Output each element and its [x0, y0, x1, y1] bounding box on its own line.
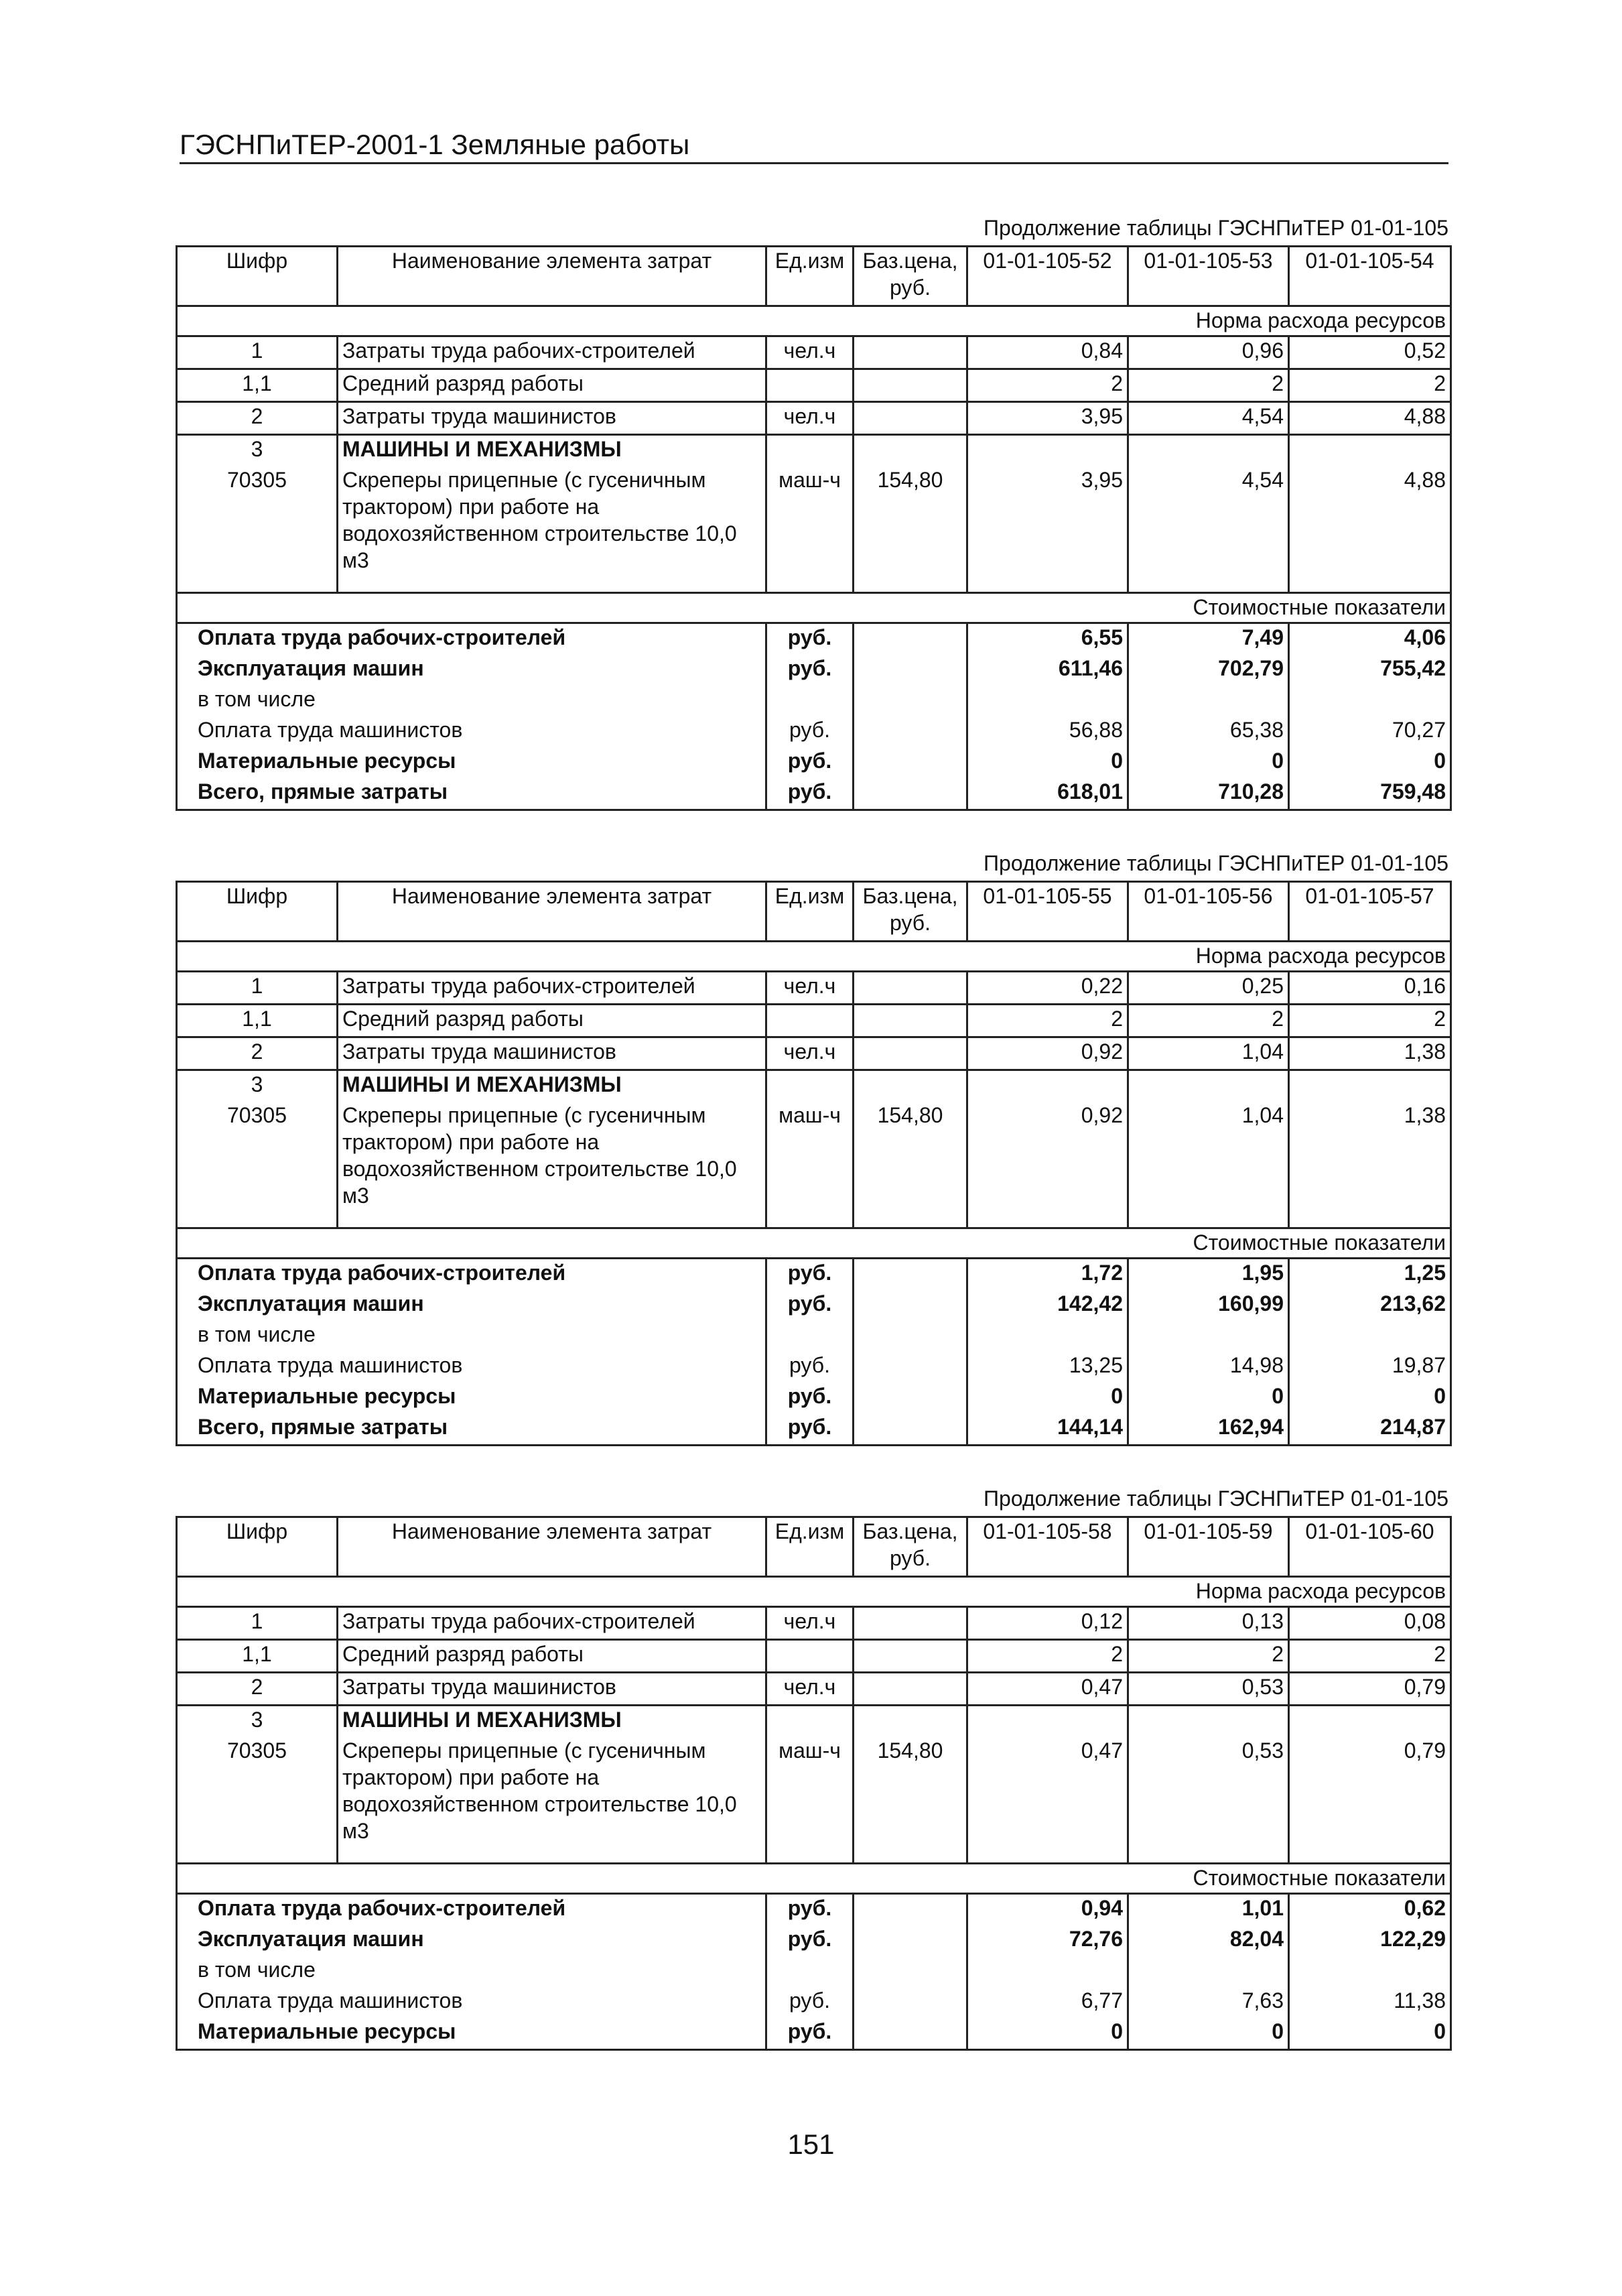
resource-unit: маш-ч [766, 1102, 854, 1228]
cost-price [854, 1987, 967, 2018]
resource-unit [766, 1706, 854, 1738]
resource-price [854, 402, 967, 435]
cost-value: 1,01 [1128, 1893, 1289, 1925]
cost-value: 13,25 [967, 1352, 1128, 1383]
cost-price [854, 623, 967, 655]
resource-row [177, 1005, 1451, 1037]
resource-name: МАШИНЫ И МЕХАНИЗМЫ [338, 1706, 766, 1738]
cost-value: 162,94 [1128, 1413, 1289, 1446]
resource-value: 0,92 [967, 1102, 1128, 1228]
header-norm-code: 01-01-105-52 [967, 247, 1128, 306]
resource-value: 0,12 [967, 1607, 1128, 1640]
header-norm-code: 01-01-105-53 [1128, 247, 1289, 306]
cost-value: 82,04 [1128, 1925, 1289, 1956]
cost-value: 0 [967, 2018, 1128, 2050]
resource-value: 2 [1128, 1640, 1289, 1673]
resource-price: 154,80 [854, 466, 967, 592]
resource-price [854, 972, 967, 1005]
header-unit: Ед.изм [766, 247, 854, 306]
resource-price [854, 369, 967, 402]
cost-price [854, 1383, 967, 1413]
resource-value: 4,88 [1289, 466, 1451, 592]
resource-row [177, 1640, 1451, 1673]
cost-price [854, 2018, 967, 2050]
resource-row [177, 1070, 1451, 1102]
resource-row [177, 1737, 1451, 1863]
cost-unit: руб. [766, 1893, 854, 1925]
cost-name: в том числе [177, 686, 766, 716]
section-cost-label: Стоимостные показатели [177, 1863, 1451, 1893]
cost-unit: руб. [766, 1352, 854, 1383]
header-unit: Ед.изм [766, 882, 854, 942]
resource-name: Скреперы прицепные (с гусеничным трактором) при работе на водохозяйственном строительстве 10,0 м3 [338, 1737, 766, 1863]
resource-value [967, 1706, 1128, 1738]
resource-row [177, 336, 1451, 369]
header-price: Баз.цена, руб. [854, 1517, 967, 1577]
resource-unit: маш-ч [766, 1737, 854, 1863]
table-header-row [177, 247, 1451, 306]
cost-name: Оплата труда рабочих-строителей [177, 623, 766, 655]
cost-value [1128, 1321, 1289, 1352]
resource-value: 2 [1289, 369, 1451, 402]
resource-row [177, 435, 1451, 467]
resource-code: 70305 [177, 1737, 338, 1863]
cost-row [177, 1893, 1451, 1925]
cost-value: 213,62 [1289, 1290, 1451, 1321]
cost-price [854, 1321, 967, 1352]
cost-unit: руб. [766, 1925, 854, 1956]
section-norm-label: Норма расхода ресурсов [177, 306, 1451, 336]
resource-table [176, 1516, 1452, 2051]
cost-value: 0 [967, 747, 1128, 778]
resource-code: 1,1 [177, 1005, 338, 1037]
cost-row [177, 623, 1451, 655]
header-code: Шифр [177, 247, 338, 306]
resource-row [177, 1706, 1451, 1738]
cost-value: 70,27 [1289, 716, 1451, 747]
cost-unit: руб. [766, 1290, 854, 1321]
resource-unit: чел.ч [766, 1037, 854, 1070]
cost-value: 0 [1128, 747, 1289, 778]
table-header-row [177, 882, 1451, 942]
resource-code: 70305 [177, 466, 338, 592]
cost-value: 142,42 [967, 1290, 1128, 1321]
cost-name: Эксплуатация машин [177, 1925, 766, 1956]
resource-value: 0,13 [1128, 1607, 1289, 1640]
cost-price [854, 1352, 967, 1383]
resource-unit [766, 435, 854, 467]
cost-price [854, 716, 967, 747]
cost-value: 710,28 [1128, 778, 1289, 810]
cost-row [177, 778, 1451, 810]
cost-unit: руб. [766, 747, 854, 778]
resource-value: 2 [1289, 1640, 1451, 1673]
header-norm-code: 01-01-105-55 [967, 882, 1128, 942]
cost-value: 214,87 [1289, 1413, 1451, 1446]
cost-price [854, 778, 967, 810]
cost-row [177, 716, 1451, 747]
resource-price [854, 435, 967, 467]
cost-value: 7,63 [1128, 1987, 1289, 2018]
cost-name: в том числе [177, 1956, 766, 1987]
resource-value: 0,84 [967, 336, 1128, 369]
cost-unit: руб. [766, 778, 854, 810]
resource-price: 154,80 [854, 1102, 967, 1228]
cost-value: 160,99 [1128, 1290, 1289, 1321]
resource-unit [766, 1640, 854, 1673]
cost-name: Эксплуатация машин [177, 655, 766, 686]
section-cost-label: Стоимостные показатели [177, 1228, 1451, 1258]
cost-price [854, 655, 967, 686]
cost-price [854, 1925, 967, 1956]
cost-value: 72,76 [967, 1925, 1128, 1956]
resource-value: 0,79 [1289, 1673, 1451, 1706]
cost-unit: руб. [766, 1383, 854, 1413]
cost-unit [766, 1956, 854, 1987]
resource-unit: маш-ч [766, 466, 854, 592]
header-name: Наименование элемента затрат [338, 882, 766, 942]
resource-value [1128, 435, 1289, 467]
header-price: Баз.цена, руб. [854, 882, 967, 942]
resource-unit [766, 1005, 854, 1037]
resource-value: 2 [1128, 1005, 1289, 1037]
header-norm-code: 01-01-105-59 [1128, 1517, 1289, 1577]
resource-row [177, 972, 1451, 1005]
header-norm-code: 01-01-105-54 [1289, 247, 1451, 306]
cost-value [967, 1321, 1128, 1352]
cost-value: 611,46 [967, 655, 1128, 686]
resource-name: Затраты труда машинистов [338, 1673, 766, 1706]
resource-price [854, 1706, 967, 1738]
resource-name: Затраты труда машинистов [338, 402, 766, 435]
section-row [177, 1228, 1451, 1258]
resource-value: 0,47 [967, 1673, 1128, 1706]
resource-value: 0,08 [1289, 1607, 1451, 1640]
resource-price [854, 1037, 967, 1070]
cost-unit: руб. [766, 2018, 854, 2050]
resource-row [177, 1037, 1451, 1070]
cost-price [854, 1893, 967, 1925]
resource-name: Средний разряд работы [338, 369, 766, 402]
resource-value: 2 [1289, 1005, 1451, 1037]
resource-unit: чел.ч [766, 1607, 854, 1640]
resource-price [854, 1607, 967, 1640]
resource-price [854, 1640, 967, 1673]
resource-name: Скреперы прицепные (с гусеничным трактором) при работе на водохозяйственном строительстве 10,0 м3 [338, 1102, 766, 1228]
cost-value: 6,55 [967, 623, 1128, 655]
resource-name: Средний разряд работы [338, 1640, 766, 1673]
page-number: 151 [787, 2128, 835, 2160]
resource-value [1289, 1070, 1451, 1102]
section-norm-label: Норма расхода ресурсов [177, 942, 1451, 972]
cost-value: 144,14 [967, 1413, 1128, 1446]
cost-value: 0 [967, 1383, 1128, 1413]
cost-unit: руб. [766, 1987, 854, 2018]
resource-value [1128, 1070, 1289, 1102]
table-header-row [177, 1517, 1451, 1577]
cost-value: 1,95 [1128, 1258, 1289, 1290]
resource-code: 1,1 [177, 369, 338, 402]
resource-price: 154,80 [854, 1737, 967, 1863]
resource-unit: чел.ч [766, 972, 854, 1005]
section-row [177, 1577, 1451, 1607]
cost-value: 11,38 [1289, 1987, 1451, 2018]
resource-value: 2 [967, 1640, 1128, 1673]
resource-unit [766, 369, 854, 402]
resource-name: Затраты труда рабочих-строителей [338, 1607, 766, 1640]
cost-name: Материальные ресурсы [177, 1383, 766, 1413]
cost-value [1289, 686, 1451, 716]
cost-row [177, 747, 1451, 778]
resource-value: 0,92 [967, 1037, 1128, 1070]
resource-value: 0,47 [967, 1737, 1128, 1863]
resource-code: 1,1 [177, 1640, 338, 1673]
resource-value: 4,54 [1128, 402, 1289, 435]
cost-unit: руб. [766, 1413, 854, 1446]
resource-name: Средний разряд работы [338, 1005, 766, 1037]
resource-table [176, 245, 1452, 811]
section-row [177, 942, 1451, 972]
resource-value [1289, 435, 1451, 467]
header-name: Наименование элемента затрат [338, 1517, 766, 1577]
cost-row [177, 1956, 1451, 1987]
resource-value [1128, 1706, 1289, 1738]
header-unit: Ед.изм [766, 1517, 854, 1577]
cost-value [1128, 686, 1289, 716]
resource-unit: чел.ч [766, 402, 854, 435]
resource-price [854, 1070, 967, 1102]
header-code: Шифр [177, 1517, 338, 1577]
cost-name: Оплата труда машинистов [177, 1352, 766, 1383]
cost-value: 0 [1289, 747, 1451, 778]
cost-row [177, 1352, 1451, 1383]
cost-name: Оплата труда машинистов [177, 716, 766, 747]
cost-value: 755,42 [1289, 655, 1451, 686]
resource-value: 4,54 [1128, 466, 1289, 592]
header-name: Наименование элемента затрат [338, 247, 766, 306]
resource-value: 0,79 [1289, 1737, 1451, 1863]
cost-value: 65,38 [1128, 716, 1289, 747]
cost-row [177, 655, 1451, 686]
cost-unit: руб. [766, 623, 854, 655]
cost-value [1289, 1321, 1451, 1352]
resource-value: 1,04 [1128, 1037, 1289, 1070]
page-header: ГЭСНПиТЕР-2001-1 Земляные работы [180, 129, 1448, 164]
header-norm-code: 01-01-105-56 [1128, 882, 1289, 942]
cost-price [854, 1290, 967, 1321]
header-norm-code: 01-01-105-60 [1289, 1517, 1451, 1577]
section-row [177, 1863, 1451, 1893]
header-norm-code: 01-01-105-58 [967, 1517, 1128, 1577]
cost-row [177, 1290, 1451, 1321]
cost-value: 0 [1289, 2018, 1451, 2050]
cost-value: 1,25 [1289, 1258, 1451, 1290]
resource-unit: чел.ч [766, 1673, 854, 1706]
cost-price [854, 1413, 967, 1446]
resource-value: 0,25 [1128, 972, 1289, 1005]
resource-value: 1,38 [1289, 1102, 1451, 1228]
resource-value: 2 [967, 1005, 1128, 1037]
cost-unit: руб. [766, 655, 854, 686]
resource-name: МАШИНЫ И МЕХАНИЗМЫ [338, 435, 766, 467]
cost-unit [766, 686, 854, 716]
resource-code: 3 [177, 1706, 338, 1738]
cost-value: 702,79 [1128, 655, 1289, 686]
resource-table [176, 881, 1452, 1446]
cost-value: 759,48 [1289, 778, 1451, 810]
resource-row [177, 466, 1451, 592]
cost-value [967, 686, 1128, 716]
cost-name: в том числе [177, 1321, 766, 1352]
cost-value: 0 [1128, 2018, 1289, 2050]
resource-value: 0,16 [1289, 972, 1451, 1005]
cost-value: 1,72 [967, 1258, 1128, 1290]
resource-value: 0,96 [1128, 336, 1289, 369]
cost-value: 7,49 [1128, 623, 1289, 655]
cost-name: Оплата труда рабочих-строителей [177, 1893, 766, 1925]
resource-row [177, 369, 1451, 402]
section-norm-label: Норма расхода ресурсов [177, 1577, 1451, 1607]
cost-unit: руб. [766, 1258, 854, 1290]
resource-price [854, 1005, 967, 1037]
resource-code: 2 [177, 1037, 338, 1070]
section-row [177, 306, 1451, 336]
resource-row [177, 1673, 1451, 1706]
cost-name: Всего, прямые затраты [177, 778, 766, 810]
resource-value: 1,04 [1128, 1102, 1289, 1228]
cost-unit [766, 1321, 854, 1352]
cost-value: 0,62 [1289, 1893, 1451, 1925]
cost-row [177, 2018, 1451, 2050]
cost-name: Всего, прямые затраты [177, 1413, 766, 1446]
cost-name: Материальные ресурсы [177, 2018, 766, 2050]
resource-code: 2 [177, 402, 338, 435]
cost-row [177, 1987, 1451, 2018]
cost-row [177, 1258, 1451, 1290]
section-cost-label: Стоимостные показатели [177, 592, 1451, 623]
cost-name: Материальные ресурсы [177, 747, 766, 778]
cost-value [1128, 1956, 1289, 1987]
cost-name: Оплата труда рабочих-строителей [177, 1258, 766, 1290]
resource-code: 3 [177, 1070, 338, 1102]
header-code: Шифр [177, 882, 338, 942]
resource-value: 2 [1128, 369, 1289, 402]
resource-price [854, 336, 967, 369]
cost-value: 0 [1289, 1383, 1451, 1413]
cost-price [854, 686, 967, 716]
resource-code: 1 [177, 1607, 338, 1640]
resource-value [1289, 1706, 1451, 1738]
resource-price [854, 1673, 967, 1706]
resource-row [177, 1102, 1451, 1228]
table-caption: Продолжение таблицы ГЭСНПиТЕР 01-01-105 [984, 1486, 1448, 1511]
cost-price [854, 747, 967, 778]
resource-code: 2 [177, 1673, 338, 1706]
resource-code: 3 [177, 435, 338, 467]
table-caption: Продолжение таблицы ГЭСНПиТЕР 01-01-105 [984, 851, 1448, 875]
resource-name: Скреперы прицепные (с гусеничным трактором) при работе на водохозяйственном строительстве 10,0 м3 [338, 466, 766, 592]
cost-row [177, 1383, 1451, 1413]
cost-value: 122,29 [1289, 1925, 1451, 1956]
resource-value [967, 1070, 1128, 1102]
resource-value: 2 [967, 369, 1128, 402]
table-caption: Продолжение таблицы ГЭСНПиТЕР 01-01-105 [984, 216, 1448, 240]
section-row [177, 592, 1451, 623]
header-price: Баз.цена, руб. [854, 247, 967, 306]
cost-price [854, 1956, 967, 1987]
cost-value: 14,98 [1128, 1352, 1289, 1383]
cost-price [854, 1258, 967, 1290]
cost-unit: руб. [766, 716, 854, 747]
resource-row [177, 402, 1451, 435]
resource-value [967, 435, 1128, 467]
resource-value: 3,95 [967, 466, 1128, 592]
resource-code: 1 [177, 972, 338, 1005]
resource-name: Затраты труда рабочих-строителей [338, 972, 766, 1005]
cost-value: 19,87 [1289, 1352, 1451, 1383]
resource-unit: чел.ч [766, 336, 854, 369]
cost-value: 56,88 [967, 716, 1128, 747]
resource-name: Затраты труда рабочих-строителей [338, 336, 766, 369]
resource-row [177, 1607, 1451, 1640]
cost-row [177, 1321, 1451, 1352]
cost-value [967, 1956, 1128, 1987]
resource-code: 1 [177, 336, 338, 369]
resource-value: 1,38 [1289, 1037, 1451, 1070]
resource-value: 4,88 [1289, 402, 1451, 435]
cost-name: Оплата труда машинистов [177, 1987, 766, 2018]
resource-value: 0,53 [1128, 1673, 1289, 1706]
cost-name: Эксплуатация машин [177, 1290, 766, 1321]
cost-row [177, 1925, 1451, 1956]
resource-name: МАШИНЫ И МЕХАНИЗМЫ [338, 1070, 766, 1102]
resource-value: 3,95 [967, 402, 1128, 435]
header-norm-code: 01-01-105-57 [1289, 882, 1451, 942]
cost-value: 0,94 [967, 1893, 1128, 1925]
resource-name: Затраты труда машинистов [338, 1037, 766, 1070]
cost-row [177, 1413, 1451, 1446]
cost-value [1289, 1956, 1451, 1987]
resource-code: 70305 [177, 1102, 338, 1228]
cost-value: 6,77 [967, 1987, 1128, 2018]
resource-unit [766, 1070, 854, 1102]
cost-value: 4,06 [1289, 623, 1451, 655]
cost-value: 618,01 [967, 778, 1128, 810]
resource-value: 0,22 [967, 972, 1128, 1005]
resource-value: 0,52 [1289, 336, 1451, 369]
resource-value: 0,53 [1128, 1737, 1289, 1863]
cost-row [177, 686, 1451, 716]
cost-value: 0 [1128, 1383, 1289, 1413]
